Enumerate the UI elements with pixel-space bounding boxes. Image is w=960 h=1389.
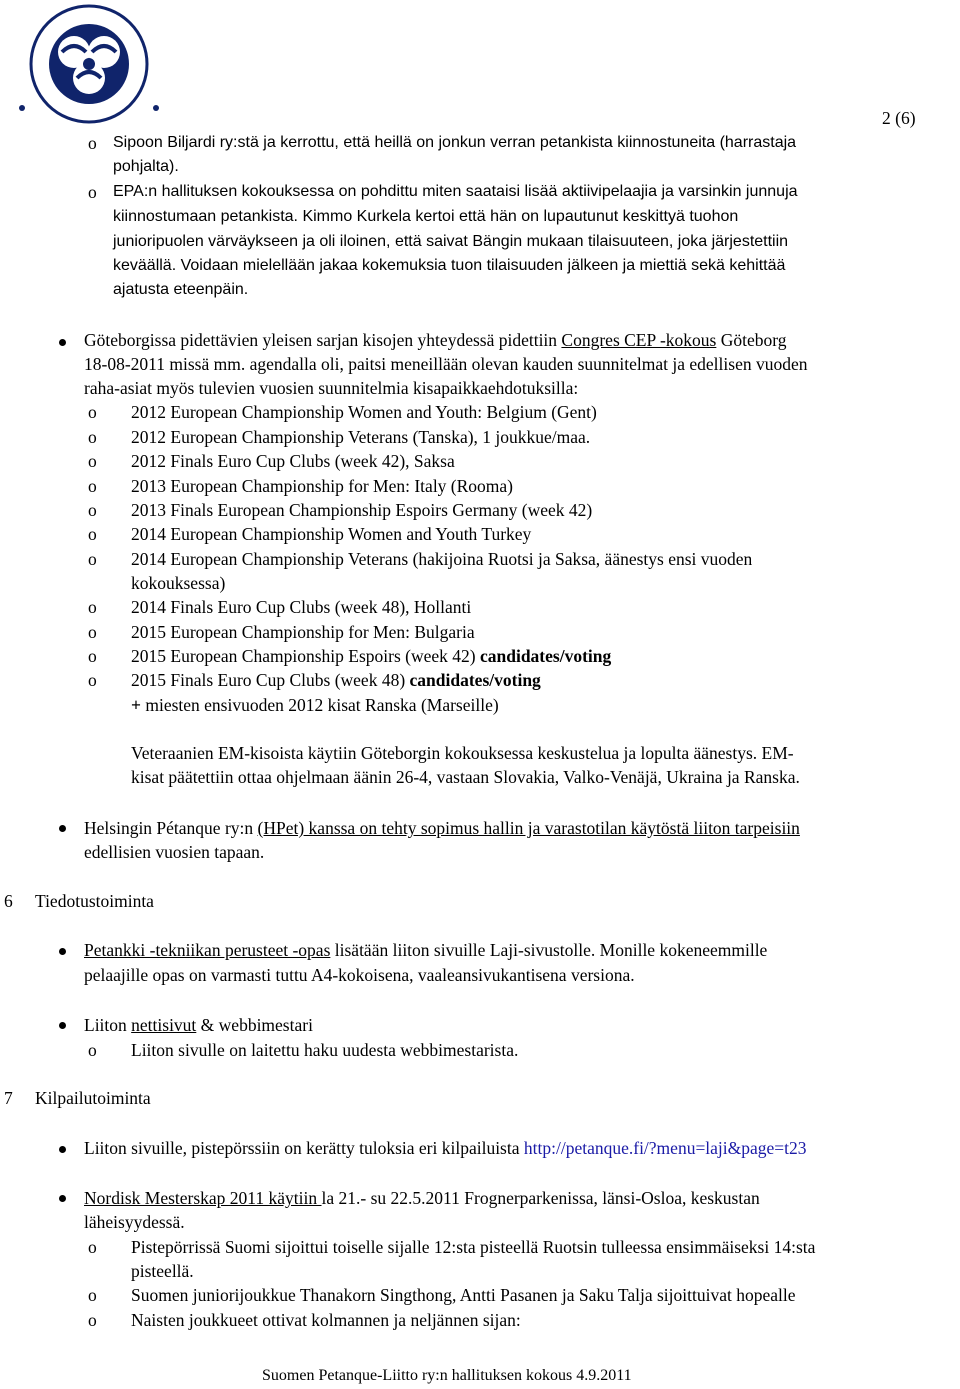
nordisk-link[interactable]: Nordisk Mesterskap 2011 käytiin <box>84 1188 322 1208</box>
text-line: 18-08-2011 missä mm. agendalla oli, paitsi meneillään olevan kauden suunnitelmat ja edellisen vuoden <box>84 354 808 374</box>
sub-bullet: o <box>88 524 97 544</box>
list-item: 2014 Finals Euro Cup Clubs (week 48), Hollanti <box>131 597 472 617</box>
bullet-dot <box>59 948 66 955</box>
list-item: Pistepörrissä Suomi sijoittui toiselle sijalle 12:sta pisteellä Ruotsin tulleessa ensimmäiseksi 14:sta <box>131 1237 816 1257</box>
text-line: läheisyydessä. <box>84 1212 185 1232</box>
sub-bullet: o <box>88 670 97 690</box>
text-line: pohjalta). <box>113 158 179 175</box>
sub-bullet: o <box>88 402 97 422</box>
list-item: 2012 European Championship Women and Youth: Belgium (Gent) <box>131 402 597 422</box>
sub-bullet: o <box>88 500 97 520</box>
footer: Suomen Petanque-Liitto ry:n hallituksen kokous 4.9.2011 <box>262 1367 632 1384</box>
sub-bullet: o <box>88 451 97 471</box>
list-item: Suomen juniorijoukkue Thanakorn Singthong, Antti Pasanen ja Saku Talja sijoittuivat hopealle <box>131 1285 796 1305</box>
section-number: 7 <box>4 1088 13 1108</box>
sub-bullet: o <box>88 476 97 496</box>
sub-bullet: o <box>88 1040 97 1060</box>
sub-bullet: o <box>88 549 97 569</box>
text-line: kiinnostumaan petankista. Kimmo Kurkela kertoi että hän on lupautunut keskittyä tuohon <box>113 208 739 225</box>
text-line: Nordisk Mesterskap 2011 käytiin la 21.- su 22.5.2011 Frognerparkenissa, länsi-Osloa, keskustan <box>84 1188 760 1208</box>
list-item: Liiton sivulle on laitettu haku uudesta webbimestarista. <box>131 1040 519 1060</box>
list-item: Naisten joukkueet ottivat kolmannen ja neljännen sijan: <box>131 1310 521 1330</box>
text-line: edellisien vuosien tapaan. <box>84 842 265 862</box>
list-item: 2015 European Championship for Men: Bulgaria <box>131 622 475 642</box>
bullet-dot <box>59 339 66 346</box>
text-line: raha-asiat myös tulevien vuosien suunnitelmia kisapaikkaehdotuksilla: <box>84 378 579 398</box>
text-line: Göteborgissa pidettävien yleisen sarjan kisojen yhteydessä pidettiin Congres CEP -kokous Göteborg <box>84 330 787 350</box>
list-item: 2013 Finals European Championship Espoirs Germany (week 42) <box>131 500 593 520</box>
text-line: EPA:n hallituksen kokouksessa on pohdittu miten saataisi lisää aktiivipelaajia ja varsinkin junnuja <box>113 183 798 200</box>
text-line: kisat päätettiin ottaa ohjelmaan äänin 26-4, vastaan Slovakia, Valko-Venäjä, Ukraina ja Ranska. <box>131 767 800 787</box>
text-line: junioripuolen värväykseen ja oli iloinen, että saivat Bängin mukaan tilaisuuteen, joka järjestettiin <box>113 233 789 250</box>
text-line: Petankki -tekniikan perusteet -opas lisätään liiton sivuille Laji-sivustolle. Monille kokeneemmille <box>84 940 768 960</box>
list-item: 2012 European Championship Veterans (Tanska), 1 joukkue/maa. <box>131 427 591 447</box>
sub-bullet: o <box>88 182 97 202</box>
section-title: Tiedotustoiminta <box>35 891 154 911</box>
bullet-dot <box>59 825 66 832</box>
sub-bullet: o <box>88 622 97 642</box>
results-url-link[interactable]: http://petanque.fi/?menu=laji&page=t23 <box>523 1138 807 1158</box>
text-line: Liiton nettisivut & webbimestari <box>84 1015 313 1035</box>
sub-bullet: o <box>88 1237 97 1257</box>
text-line: ajatusta eteenpäin. <box>113 281 249 298</box>
list-item: pisteellä. <box>131 1261 194 1281</box>
text-line: Sipoon Biljardi ry:stä ja kerrottu, että heillä on jonkun verran petankista kiinnostuneita (harrastaja <box>113 134 797 151</box>
list-item: 2014 European Championship Veterans (hakijoina Ruotsi ja Saksa, äänestys ensi vuoden <box>131 549 753 569</box>
bullet-dot <box>59 1195 66 1202</box>
page-number: 2 (6) <box>882 108 916 128</box>
text-line: Helsingin Pétanque ry:n (HPet) kanssa on tehty sopimus hallin ja varastotilan käytöstä liiton tarpeisiin <box>84 818 800 838</box>
federation-logo <box>2 2 176 126</box>
text-line: pelaajille opas on varmasti tuttu A4-kokoisena, vaaleansivukantisena versiona. <box>84 965 635 985</box>
sub-bullet: o <box>88 646 97 666</box>
sub-bullet: o <box>88 1310 97 1330</box>
sub-bullet: o <box>88 597 97 617</box>
sub-bullet: o <box>88 427 97 447</box>
list-item: 2015 Finals Euro Cup Clubs (week 48) candidates/voting <box>131 670 541 690</box>
bullet-dot <box>59 1022 66 1029</box>
sub-bullet: o <box>88 1285 97 1305</box>
list-item: 2015 European Championship Espoirs (week 42) candidates/voting <box>131 646 612 666</box>
list-item: 2014 European Championship Women and Youth Turkey <box>131 524 532 544</box>
list-item: kokouksessa) <box>131 573 226 593</box>
list-item: 2012 Finals Euro Cup Clubs (week 42), Saksa <box>131 451 455 471</box>
hpet-link[interactable]: (HPet) kanssa on tehty sopimus hallin ja varastotilan käytöstä liiton tarpeisiin <box>257 818 800 838</box>
sub-bullet: o <box>88 133 97 153</box>
text-line: Liiton sivuille, pistepörssiin on kerätty tuloksia eri kilpailuista http://petanque.fi/?menu=laji&page=t23 <box>84 1138 807 1158</box>
plus-item: + miesten ensivuoden 2012 kisat Ranska (Marseille) <box>131 695 499 715</box>
text-line: keväällä. Voidaan mielellään jakaa kokemuksia tuon tilaisuuden jälkeen ja miettiä sekä kehittää <box>113 257 786 274</box>
section-number: 6 <box>4 891 13 911</box>
list-item: 2013 European Championship for Men: Italy (Rooma) <box>131 476 514 496</box>
opas-link[interactable]: Petankki -tekniikan perusteet -opas <box>84 940 331 960</box>
bullet-dot <box>59 1146 66 1153</box>
text-line: Veteraanien EM-kisoista käytiin Göteborgin kokouksessa keskustelua ja lopulta äänestys. EM- <box>131 743 794 763</box>
section-title: Kilpailutoiminta <box>35 1088 151 1108</box>
congres-link[interactable]: Congres CEP -kokous <box>561 330 717 350</box>
nettisivut-link[interactable]: nettisivut <box>131 1015 197 1035</box>
